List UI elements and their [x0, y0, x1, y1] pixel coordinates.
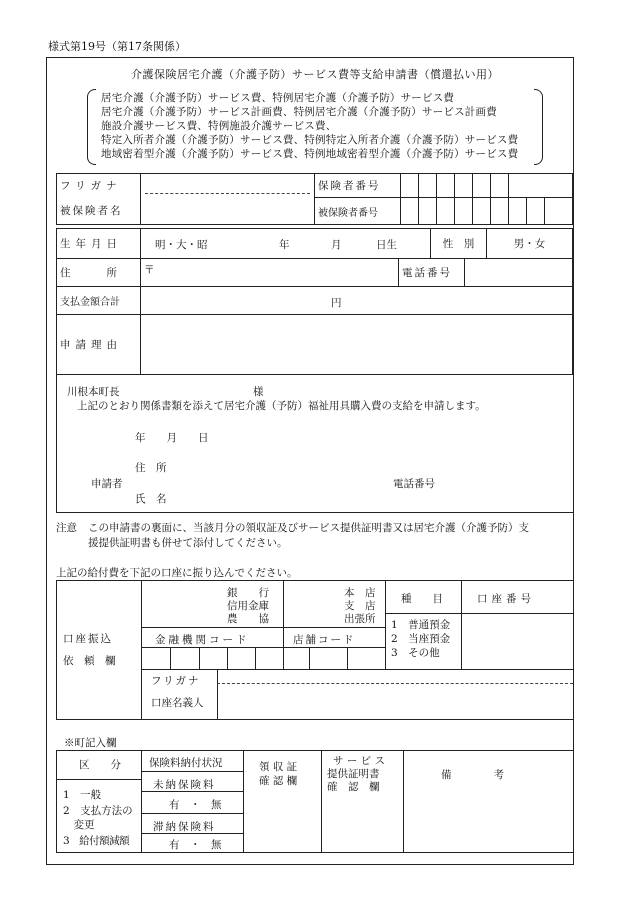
insured-digit[interactable] [401, 198, 419, 225]
bank-type-agri: 農 協 [227, 613, 269, 625]
furigana-field[interactable] [141, 174, 315, 198]
birthdate-label: 生年月日 [57, 229, 141, 259]
account-type-ordinary[interactable]: 1 普通預金 [391, 619, 451, 631]
holder-furigana-label: フリガナ [151, 675, 201, 687]
overdue-premium-label: 滞納保険料 [153, 821, 216, 833]
form-title: 介護保険居宅介護（介護予防）サービス費等支給申請書（償還払い用） [131, 68, 499, 81]
yen-unit: 円 [331, 297, 342, 309]
service-cert-label-2: 提供証明書 [327, 768, 380, 780]
divider [243, 751, 244, 852]
bank-type-credit: 信用金庫 [227, 600, 269, 612]
account-type-current[interactable]: 2 当座預金 [391, 633, 451, 645]
receipt-label-2: 確 認 欄 [259, 775, 298, 787]
address-label: 住 所 [57, 259, 141, 287]
account-type-other[interactable]: 3 その他 [391, 647, 440, 659]
postal-mark: 〒 [144, 264, 155, 276]
phone-label: 電話番号 [399, 259, 465, 287]
blank-cell [509, 174, 527, 198]
year-unit: 年 [279, 239, 290, 251]
insured-digit[interactable] [419, 198, 437, 225]
bank-code-label: 金融機関コード [155, 634, 250, 646]
insured-digit[interactable] [491, 198, 509, 225]
applicant-table [56, 173, 573, 225]
furigana-label: フリガナ [57, 174, 141, 198]
account-number-label: 口座番号 [477, 593, 535, 605]
category-benefit-reduction: 3 給付額減額 [63, 835, 130, 847]
town-use-table [56, 750, 574, 853]
divider [57, 779, 141, 780]
insurer-digit[interactable] [491, 174, 509, 198]
divider [141, 669, 573, 670]
divider [321, 751, 322, 852]
form-number: 様式第19号（第17条関係） [48, 40, 186, 53]
reason-field[interactable] [141, 315, 573, 375]
category-general: 1 一般 [63, 789, 102, 801]
service-line-1: 居宅介護（介護予防）サービス費、特例居宅介護（介護予防）サービス費 [101, 92, 455, 104]
application-statement: 上記のとおり関係書類を添えて居宅介護（予防）福祉用具購入費の支給を申請します。 [77, 400, 486, 412]
divider [141, 751, 142, 852]
address-table [56, 258, 573, 287]
service-line-5: 地域密着型介護（介護予防）サービス費、特例地域密着型介護（介護予防）サービス費 [101, 148, 519, 160]
sex-label: 性 別 [431, 229, 487, 259]
applicant-address-label: 住 所 [135, 462, 167, 474]
category-label: 区 分 [79, 759, 121, 771]
category-payment-change-2: 変更 [63, 819, 95, 831]
phone-field[interactable] [465, 259, 573, 287]
applicant-phone-label: 電話番号 [393, 478, 435, 490]
bank-section-label-2: 依 頼 欄 [63, 655, 116, 667]
bank-type-bank: 銀 行 [227, 587, 269, 599]
left-bracket [87, 89, 96, 165]
holder-label: 口座名義人 [151, 697, 204, 709]
bank-section-label-1: 口座振込 [63, 633, 113, 645]
insured-name-field[interactable] [141, 198, 315, 225]
month-unit: 月 [331, 239, 342, 251]
era-options: 明・大・昭 [155, 239, 208, 251]
total-table [56, 286, 573, 315]
sex-options[interactable]: 男・女 [487, 229, 573, 259]
insurer-digit[interactable] [419, 174, 437, 198]
divider [141, 771, 243, 772]
overdue-options[interactable]: 有 ・ 無 [169, 839, 222, 851]
declaration-box [56, 374, 574, 513]
insured-digit[interactable] [509, 198, 527, 225]
birthdate-table [56, 228, 573, 259]
total-field[interactable] [141, 287, 573, 315]
blank-cell [527, 174, 545, 198]
divider [217, 669, 218, 719]
unpaid-options[interactable]: 有 ・ 無 [169, 799, 222, 811]
reason-table [56, 314, 573, 375]
branch-type-main: 本 店 [344, 587, 376, 599]
branch-code-label: 店舗コード [293, 634, 356, 646]
divider [309, 647, 310, 669]
right-bracket [534, 89, 543, 165]
honorific: 様 [253, 386, 264, 398]
insured-number-label: 被保険者番号 [315, 198, 401, 225]
premium-label: 保険料納付状況 [149, 757, 223, 769]
service-line-4: 特定入所者介護（介護予防）サービス費、特例特定入所者介護（介護予防）サービス費 [101, 134, 519, 146]
branch-type-office: 出張所 [344, 613, 376, 625]
total-label: 支払金額合計 [57, 287, 141, 315]
branch-type-branch: 支 店 [344, 600, 376, 612]
bank-transfer-section [56, 580, 574, 720]
remarks-label: 備 考 [441, 769, 504, 781]
addressee: 川根本町長 [67, 386, 120, 398]
note-line-2: 援提供証明書も併せて添付してください。 [88, 537, 288, 549]
service-cert-label-1: サ ー ビ ス [333, 755, 386, 767]
applicant-name-label: 氏 名 [135, 493, 167, 505]
day-unit: 日生 [376, 239, 397, 251]
insured-digit[interactable] [527, 198, 545, 225]
note-label: 注意 [56, 522, 77, 534]
divider [227, 647, 228, 669]
receipt-label-1: 領 収 証 [259, 761, 298, 773]
divider [385, 581, 386, 669]
note-line-1: この申請書の裏面に、当該月分の領収証及びサービス提供証明書又は居宅介護（介護予防）支 [88, 522, 529, 534]
reason-label: 申請理由 [57, 315, 141, 375]
insurer-digit[interactable] [437, 174, 455, 198]
service-line-3: 施設介護サービス費、特例施設介護サービス費、 [101, 120, 337, 132]
address-field[interactable] [141, 259, 399, 287]
divider [461, 581, 462, 669]
divider [141, 581, 142, 719]
divider [403, 751, 404, 852]
unpaid-premium-label: 未納保険料 [153, 779, 216, 791]
insurer-digit[interactable] [473, 174, 491, 198]
applicant-label: 申請者 [91, 478, 123, 490]
insured-name-label: 被保険者名 [57, 198, 141, 225]
town-use-heading: ※町記入欄 [64, 737, 117, 749]
divider [141, 647, 385, 648]
divider [170, 647, 171, 669]
divider [217, 683, 573, 684]
divider [255, 647, 256, 669]
insured-digit[interactable] [437, 198, 455, 225]
service-line-2: 居宅介護（介護予防）サービス計画費、特例居宅介護（介護予防）サービス計画費 [101, 106, 497, 118]
service-cert-label-3: 確 認 欄 [327, 781, 380, 793]
divider [141, 627, 385, 628]
divider [199, 647, 200, 669]
insured-digit[interactable] [455, 198, 473, 225]
insurer-digit[interactable] [401, 174, 419, 198]
blank-cell [545, 174, 573, 198]
birthdate-field[interactable] [141, 229, 431, 259]
category-payment-change: 2 支払方法の [63, 805, 133, 817]
divider [141, 813, 243, 814]
transfer-intro: 上記の給付費を下記の口座に振り込んでください。 [56, 567, 298, 579]
divider [385, 613, 573, 614]
service-type-list [87, 89, 543, 165]
insurer-number-label: 保険者番号 [315, 174, 401, 198]
application-date[interactable]: 年 月 日 [135, 432, 209, 444]
account-type-label: 種 目 [401, 593, 443, 605]
insurer-digit[interactable] [455, 174, 473, 198]
insured-digit[interactable] [545, 198, 573, 225]
divider [347, 647, 348, 669]
insured-digit[interactable] [473, 198, 491, 225]
divider [283, 581, 284, 669]
